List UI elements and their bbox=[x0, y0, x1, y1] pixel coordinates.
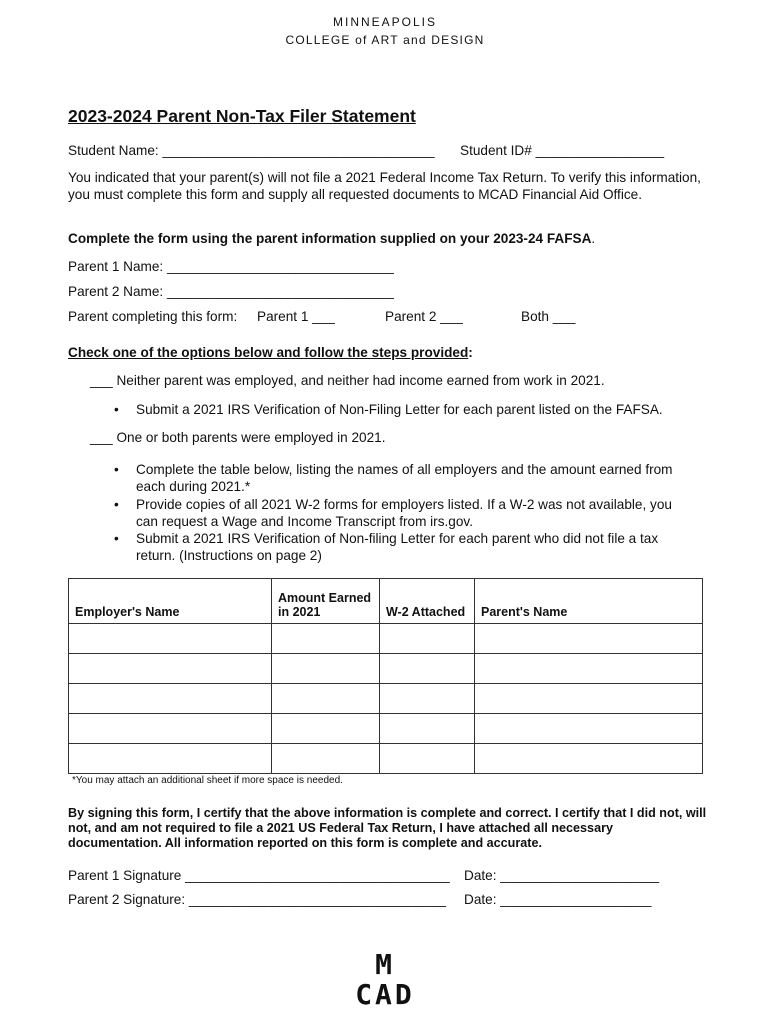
table-cell[interactable] bbox=[69, 624, 272, 654]
fafsa-instruction-text: Complete the form using the parent information supplied on your 2023-24 FAFSA bbox=[68, 231, 592, 246]
table-cell[interactable] bbox=[272, 744, 380, 774]
student-id-field[interactable]: Student ID# _________________ bbox=[460, 143, 665, 158]
student-name-field[interactable]: Student Name: ____________________________________ bbox=[68, 143, 435, 158]
table-cell[interactable] bbox=[69, 714, 272, 744]
page-title: 2023-2024 Parent Non-Tax Filer Statement bbox=[68, 106, 416, 126]
table-cell[interactable] bbox=[69, 744, 272, 774]
parent1-signature-field[interactable]: Parent 1 Signature ___________________________________ bbox=[68, 868, 450, 883]
option2-bullet-2: Provide copies of all 2021 W-2 forms for employers listed. If a W-2 was not available, you can request a Wage and Income Transcript from irs.gov. bbox=[136, 497, 672, 529]
option2-bullet-1: Complete the table below, listing the names of all employers and the amount earned from each during 2021.* bbox=[136, 462, 673, 494]
list-item bbox=[114, 462, 696, 495]
table-cell[interactable] bbox=[475, 714, 703, 744]
col-employer-name: Employer's Name bbox=[69, 579, 272, 624]
certification-statement: By signing this form, I certify that the above information is complete and correct. I certify that I did not, will not, and am not required to file a 2021 US Federal Tax Return, I have attached all necessary documentation. All information reported on this form is complete and accurate. bbox=[68, 806, 707, 850]
col-parent-name: Parent's Name bbox=[475, 579, 703, 624]
table-cell[interactable] bbox=[272, 654, 380, 684]
fafsa-instruction-end: . bbox=[591, 231, 596, 246]
parent2-name-field[interactable]: Parent 2 Name: ______________________________ bbox=[68, 284, 394, 299]
list-item bbox=[114, 531, 696, 564]
intro-paragraph: You indicated that your parent(s) will not file a 2021 Federal Income Tax Return. To verify this information, you must complete this form and supply all requested documents to MCAD Financial Aid Office. bbox=[68, 170, 701, 202]
list-item bbox=[114, 402, 696, 419]
table-cell[interactable] bbox=[380, 654, 475, 684]
option1-bullet-1: Submit a 2021 IRS Verification of Non-Filing Letter for each parent listed on the FAFSA. bbox=[136, 402, 663, 417]
table-cell[interactable] bbox=[380, 714, 475, 744]
table-header-row bbox=[69, 579, 703, 624]
logo-top: M bbox=[375, 948, 395, 981]
employer-table bbox=[68, 578, 703, 774]
college-name-line1: MINNEAPOLIS bbox=[332, 15, 438, 29]
options-heading bbox=[68, 345, 473, 360]
col-amount-earned: Amount Earned in 2021 bbox=[272, 579, 380, 624]
table-cell[interactable] bbox=[69, 684, 272, 714]
completing-option-parent2[interactable]: Parent 2 ___ bbox=[385, 309, 463, 324]
table-cell[interactable] bbox=[380, 624, 475, 654]
bullet-icon: • bbox=[114, 402, 119, 417]
mcad-logo bbox=[0, 950, 770, 1010]
table-cell[interactable] bbox=[69, 654, 272, 684]
list-item bbox=[114, 497, 696, 530]
completing-option-parent1[interactable]: Parent 1 ___ bbox=[257, 309, 335, 324]
table-cell[interactable] bbox=[475, 744, 703, 774]
parent1-name-field[interactable]: Parent 1 Name: ______________________________ bbox=[68, 259, 394, 274]
table-footnote: *You may attach an additional sheet if more space is needed. bbox=[72, 775, 343, 786]
table-row bbox=[69, 714, 703, 744]
logo-bottom: CAD bbox=[355, 978, 415, 1011]
col-w2-attached: W-2 Attached bbox=[380, 579, 475, 624]
table-cell[interactable] bbox=[475, 624, 703, 654]
table-row bbox=[69, 684, 703, 714]
options-heading-text: Check one of the options below and follow the steps provided bbox=[68, 345, 469, 360]
table-row bbox=[69, 744, 703, 774]
bullet-icon: • bbox=[114, 497, 119, 512]
table-cell[interactable] bbox=[380, 684, 475, 714]
table-row bbox=[69, 654, 703, 684]
completing-option-both[interactable]: Both ___ bbox=[521, 309, 576, 324]
parent1-date-field[interactable]: Date: _____________________ bbox=[464, 868, 660, 883]
bullet-icon: • bbox=[114, 462, 119, 477]
college-name-line2: COLLEGE of ART and DESIGN bbox=[285, 33, 485, 47]
table-cell[interactable] bbox=[272, 684, 380, 714]
table-cell[interactable] bbox=[272, 624, 380, 654]
options-heading-colon: : bbox=[468, 345, 473, 360]
table-cell[interactable] bbox=[380, 744, 475, 774]
bullet-icon: • bbox=[114, 531, 119, 546]
option2-bullet-3: Submit a 2021 IRS Verification of Non-filing Letter for each parent who did not file a tax return. (Instructions on page 2) bbox=[136, 531, 659, 563]
table-cell[interactable] bbox=[475, 654, 703, 684]
table-row bbox=[69, 624, 703, 654]
parent2-date-field[interactable]: Date: ____________________ bbox=[464, 892, 652, 907]
option-neither-employed[interactable]: ___ Neither parent was employed, and neither had income earned from work in 2021. bbox=[90, 373, 605, 388]
table-cell[interactable] bbox=[475, 684, 703, 714]
parent2-signature-field[interactable]: Parent 2 Signature: __________________________________ bbox=[68, 892, 446, 907]
completing-label: Parent completing this form: bbox=[68, 309, 238, 324]
fafsa-instruction bbox=[68, 231, 595, 246]
option-employed[interactable]: ___ One or both parents were employed in 2021. bbox=[90, 430, 386, 445]
table-cell[interactable] bbox=[272, 714, 380, 744]
